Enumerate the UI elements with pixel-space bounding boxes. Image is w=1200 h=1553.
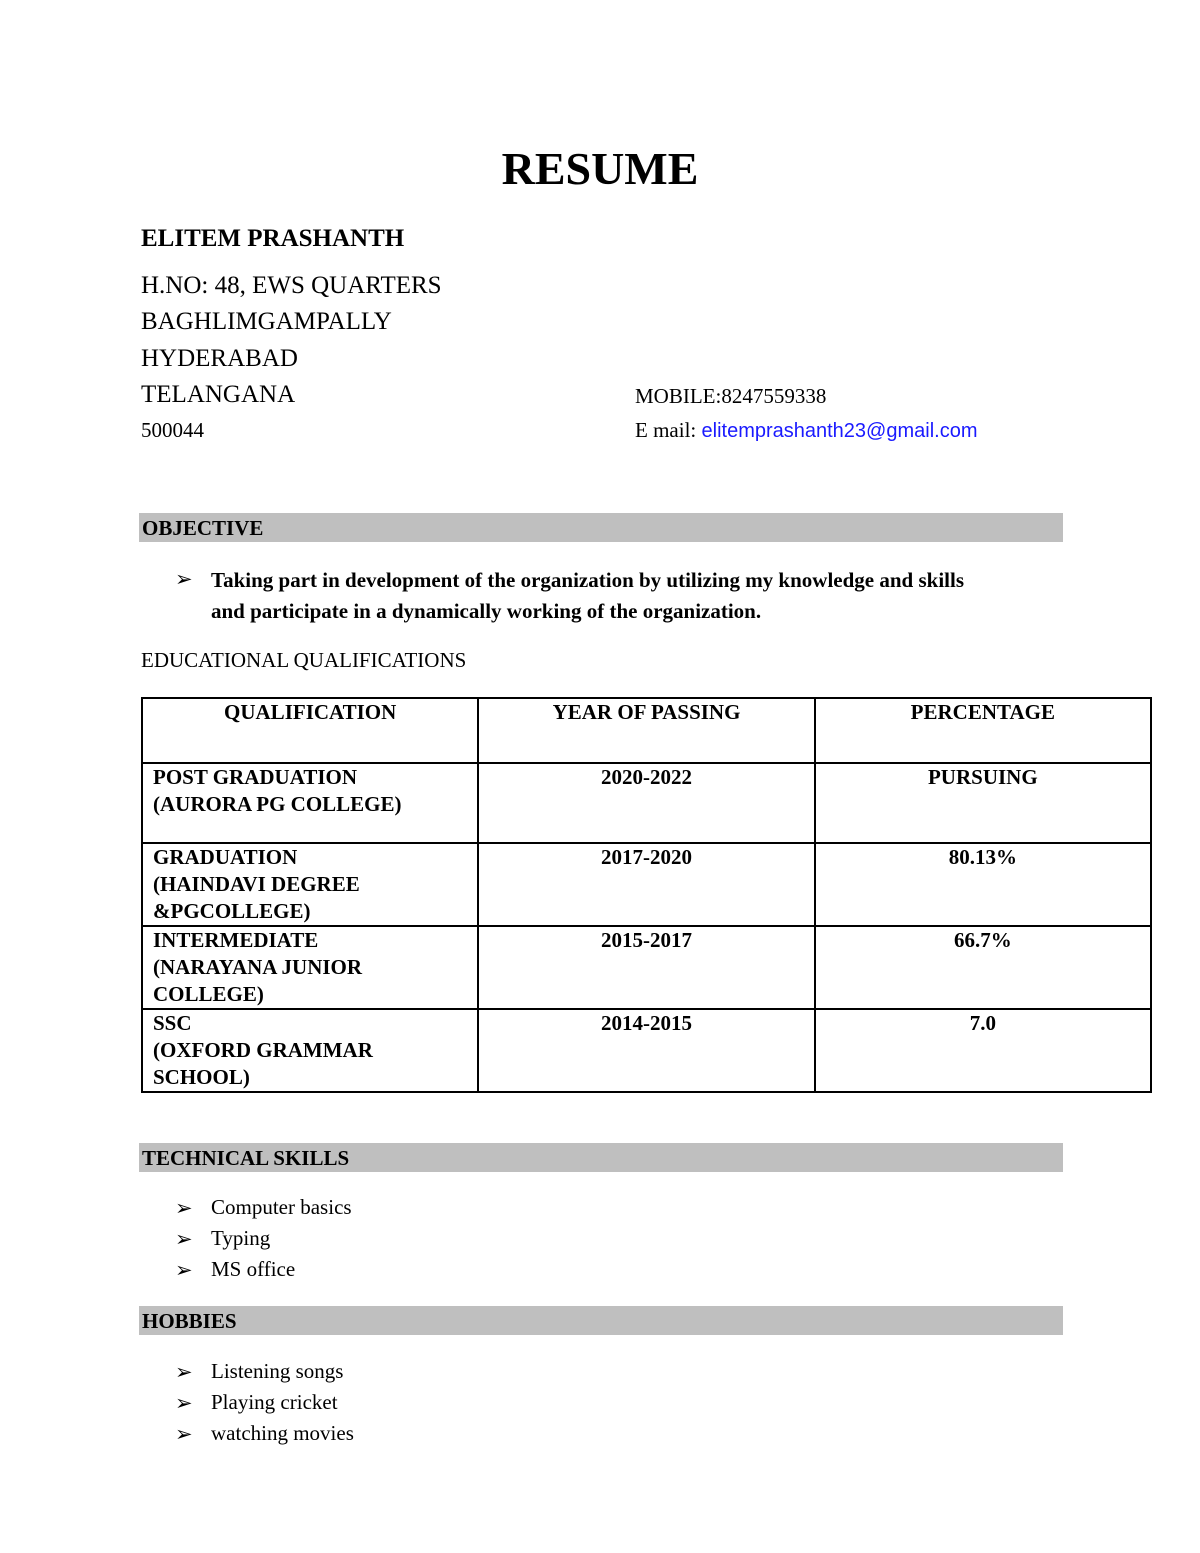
bullet-icon: ➢ [175, 1391, 193, 1415]
table-row [142, 763, 1151, 843]
hobby-item: Playing cricket [211, 1390, 338, 1414]
education-table [141, 697, 1152, 1093]
education-heading: EDUCATIONAL QUALIFICATIONS [141, 648, 467, 672]
column-header: PERCENTAGE [815, 698, 1151, 763]
objective-text [211, 565, 1071, 627]
column-header: QUALIFICATION [142, 698, 478, 763]
candidate-name: ELITEM PRASHANTH [141, 225, 405, 252]
table-header-row [142, 698, 1151, 763]
address-line-3: HYDERABAD [141, 345, 298, 372]
objective-line-2: and participate in a dynamically working of the organization. [211, 599, 762, 623]
page-title: RESUME [501, 143, 699, 194]
qualification-cell [142, 763, 478, 843]
hobbies-heading-bar [139, 1306, 1063, 1335]
percentage-cell: 66.7% [815, 926, 1151, 1009]
address-line-1: H.NO: 48, EWS QUARTERS [141, 272, 442, 299]
institution-name: (AURORA PG COLLEGE) [153, 792, 402, 816]
mobile-number: MOBILE:8247559338 [635, 384, 827, 408]
year-cell: 2014-2015 [478, 1009, 814, 1092]
percentage-cell: PURSUING [815, 763, 1151, 843]
institution-name: (NARAYANA JUNIOR COLLEGE) [153, 955, 363, 1006]
address-pincode: 500044 [141, 418, 204, 442]
percentage-cell: 7.0 [815, 1009, 1151, 1092]
qualification-cell [142, 1009, 478, 1092]
qualification-name: SSC [153, 1011, 192, 1035]
year-cell: 2017-2020 [478, 843, 814, 926]
column-header: YEAR OF PASSING [478, 698, 814, 763]
year-cell: 2015-2017 [478, 926, 814, 1009]
qualification-cell [142, 843, 478, 926]
qualification-name: INTERMEDIATE [153, 928, 319, 952]
year-cell: 2020-2022 [478, 763, 814, 843]
email-link[interactable]: elitemprashanth23@gmail.com [701, 420, 978, 442]
skills-heading-bar [139, 1143, 1063, 1172]
bullet-icon: ➢ [175, 1360, 193, 1384]
hobby-item: Listening songs [211, 1359, 344, 1383]
bullet-icon: ➢ [175, 567, 193, 591]
table-row [142, 843, 1151, 926]
bullet-icon: ➢ [175, 1196, 193, 1220]
bullet-icon: ➢ [175, 1258, 193, 1282]
percentage-cell: 80.13% [815, 843, 1151, 926]
institution-name: (OXFORD GRAMMAR SCHOOL) [153, 1038, 373, 1089]
address-line-2: BAGHLIMGAMPALLY [141, 308, 392, 335]
qualification-name: GRADUATION [153, 845, 298, 869]
email-label: E mail: [635, 418, 702, 442]
objective-heading: OBJECTIVE [142, 516, 264, 540]
skills-heading: TECHNICAL SKILLS [142, 1146, 350, 1170]
qualification-name: POST GRADUATION [153, 765, 358, 789]
objective-line-1: Taking part in development of the organization by utilizing my knowledge and skills [211, 568, 964, 592]
bullet-icon: ➢ [175, 1227, 193, 1251]
email-row [635, 418, 978, 443]
table-row [142, 926, 1151, 1009]
skill-item: Typing [211, 1226, 271, 1250]
qualification-cell [142, 926, 478, 1009]
address-line-4: TELANGANA [141, 381, 296, 408]
bullet-icon: ➢ [175, 1422, 193, 1446]
table-row [142, 1009, 1151, 1092]
objective-heading-bar [139, 513, 1063, 542]
institution-name: (HAINDAVI DEGREE &PGCOLLEGE) [153, 872, 360, 923]
hobbies-heading: HOBBIES [142, 1309, 237, 1333]
hobby-item: watching movies [211, 1421, 354, 1445]
skill-item: MS office [211, 1257, 296, 1281]
skill-item: Computer basics [211, 1195, 352, 1219]
